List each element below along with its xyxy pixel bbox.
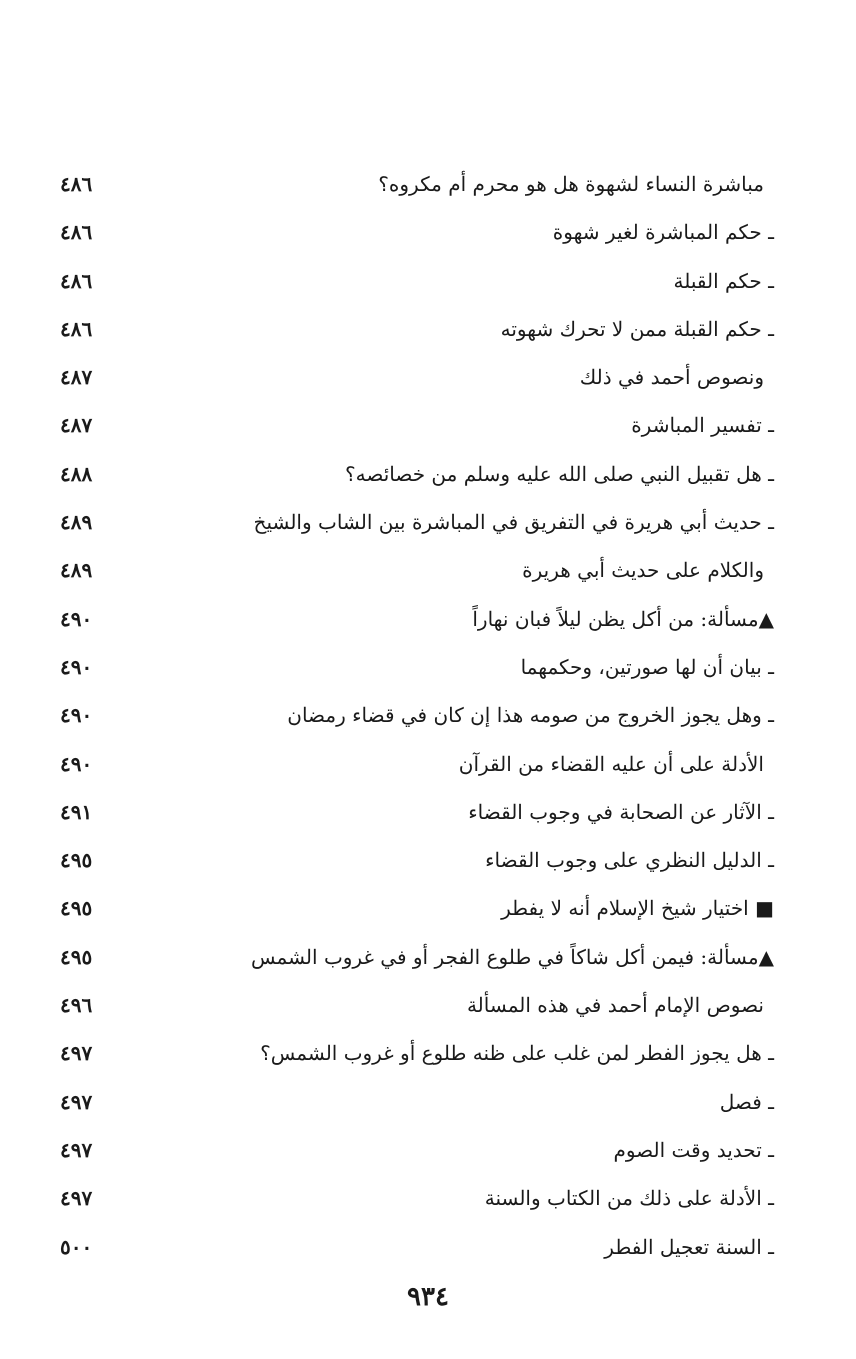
toc-page-number: ٤٩١ bbox=[60, 799, 93, 824]
toc-entry-title: مباشرة النساء لشهوة هل هو محرم أم مكروه؟ bbox=[378, 172, 764, 196]
toc-page-number: ٤٩٧ bbox=[60, 1041, 93, 1066]
toc-entry-title: نصوص الإمام أحمد في هذه المسألة bbox=[466, 993, 764, 1018]
toc-page-number: ٤٨٩ bbox=[60, 510, 93, 535]
toc-entry-title: ▲مسألة: من أكل يظن ليلاً فبان نهاراً bbox=[472, 606, 774, 631]
toc-entry bbox=[0, 546, 856, 594]
toc-entry-title: ـ هل يجوز الفطر لمن غلب على ظنه طلوع أو غروب الشمس؟ bbox=[260, 1041, 774, 1066]
toc-page-number: ٤٩٥ bbox=[60, 896, 93, 921]
toc-page-number: ٤٨٨ bbox=[60, 461, 93, 486]
toc-entry-title: ـ فصل bbox=[719, 1089, 774, 1114]
toc-entry-title: ▲مسألة: فيمن أكل شاكاً في طلوع الفجر أو في غروب الشمس bbox=[251, 944, 774, 969]
toc-entry-title: ـ الأدلة على ذلك من الكتاب والسنة bbox=[484, 1186, 774, 1211]
toc-entry bbox=[0, 208, 856, 256]
toc-entry-title: ـ السنة تعجيل الفطر bbox=[604, 1234, 774, 1259]
toc-page-number: ٤٩٦ bbox=[60, 993, 93, 1018]
toc-page-number: ٤٨٩ bbox=[60, 558, 93, 583]
toc-entry-title: ـ الآثار عن الصحابة في وجوب القضاء bbox=[468, 799, 774, 824]
toc-entry bbox=[0, 305, 856, 353]
toc-entry bbox=[0, 1223, 856, 1271]
table-of-contents bbox=[0, 160, 856, 1271]
toc-entry bbox=[0, 450, 856, 498]
toc-entry-title: الأدلة على أن عليه القضاء من القرآن bbox=[458, 751, 764, 776]
toc-entry bbox=[0, 981, 856, 1029]
toc-entry-title: ـ بيان أن لها صورتين، وحكمهما bbox=[520, 654, 774, 679]
toc-entry bbox=[0, 788, 856, 836]
toc-entry bbox=[0, 740, 856, 788]
toc-page-number: ٤٨٧ bbox=[60, 365, 93, 390]
toc-page-number: ٤٩٠ bbox=[60, 751, 93, 776]
toc-page-number: ٤٨٦ bbox=[60, 172, 93, 196]
toc-entry bbox=[0, 884, 856, 932]
toc-page-number: ٤٩٠ bbox=[60, 703, 93, 728]
toc-page-number: ٤٨٦ bbox=[60, 268, 93, 293]
toc-entry bbox=[0, 1029, 856, 1077]
toc-entry-title: ـ حديث أبي هريرة في التفريق في المباشرة بين الشاب والشيخ bbox=[253, 510, 774, 535]
toc-page-number: ٤٩٥ bbox=[60, 944, 93, 969]
toc-entry-title: ■ اختيار شيخ الإسلام أنه لا يفطر bbox=[501, 896, 774, 921]
toc-page-number: ٤٩٥ bbox=[60, 848, 93, 873]
toc-entry-title: ونصوص أحمد في ذلك bbox=[579, 365, 764, 390]
toc-page-number: ٤٩٧ bbox=[60, 1089, 93, 1114]
toc-entry bbox=[0, 1078, 856, 1126]
toc-entry bbox=[0, 691, 856, 739]
toc-page-number: ٤٩٠ bbox=[60, 654, 93, 679]
toc-page-number: ٤٨٦ bbox=[60, 316, 93, 341]
toc-entry bbox=[0, 1174, 856, 1222]
toc-page-number: ٤٨٦ bbox=[60, 220, 93, 245]
toc-entry-title: ـ هل تقبيل النبي صلى الله عليه وسلم من خصائصه؟ bbox=[345, 461, 774, 486]
toc-entry-title: ـ حكم المباشرة لغير شهوة bbox=[552, 220, 774, 245]
toc-entry bbox=[0, 595, 856, 643]
toc-page-number: ٤٩٧ bbox=[60, 1186, 93, 1211]
toc-entry-title: ـ وهل يجوز الخروج من صومه هذا إن كان في قضاء رمضان bbox=[287, 703, 774, 728]
toc-page-number: ٤٨٧ bbox=[60, 413, 93, 438]
toc-entry bbox=[0, 257, 856, 305]
toc-entry bbox=[0, 643, 856, 691]
toc-entry bbox=[0, 498, 856, 546]
toc-entry-title: ـ تحديد وقت الصوم bbox=[613, 1137, 774, 1162]
toc-entry-title: ـ حكم القبلة ممن لا تحرك شهوته bbox=[500, 316, 774, 341]
toc-page-number: ٤٩٧ bbox=[60, 1137, 93, 1162]
toc-entry bbox=[0, 933, 856, 981]
toc-entry bbox=[0, 160, 856, 208]
toc-entry-title: ـ تفسير المباشرة bbox=[631, 413, 774, 438]
page-folio-number: ٩٣٤ bbox=[407, 1282, 449, 1312]
toc-page-number: ٥٠٠ bbox=[60, 1234, 93, 1259]
toc-entry-title: ـ حكم القبلة bbox=[673, 268, 774, 293]
toc-entry-title: والكلام على حديث أبي هريرة bbox=[522, 558, 764, 583]
toc-entry bbox=[0, 1126, 856, 1174]
toc-entry bbox=[0, 401, 856, 449]
toc-entry bbox=[0, 836, 856, 884]
toc-entry-title: ـ الدليل النظري على وجوب القضاء bbox=[485, 848, 774, 873]
toc-page-number: ٤٩٠ bbox=[60, 606, 93, 631]
toc-entry bbox=[0, 353, 856, 401]
